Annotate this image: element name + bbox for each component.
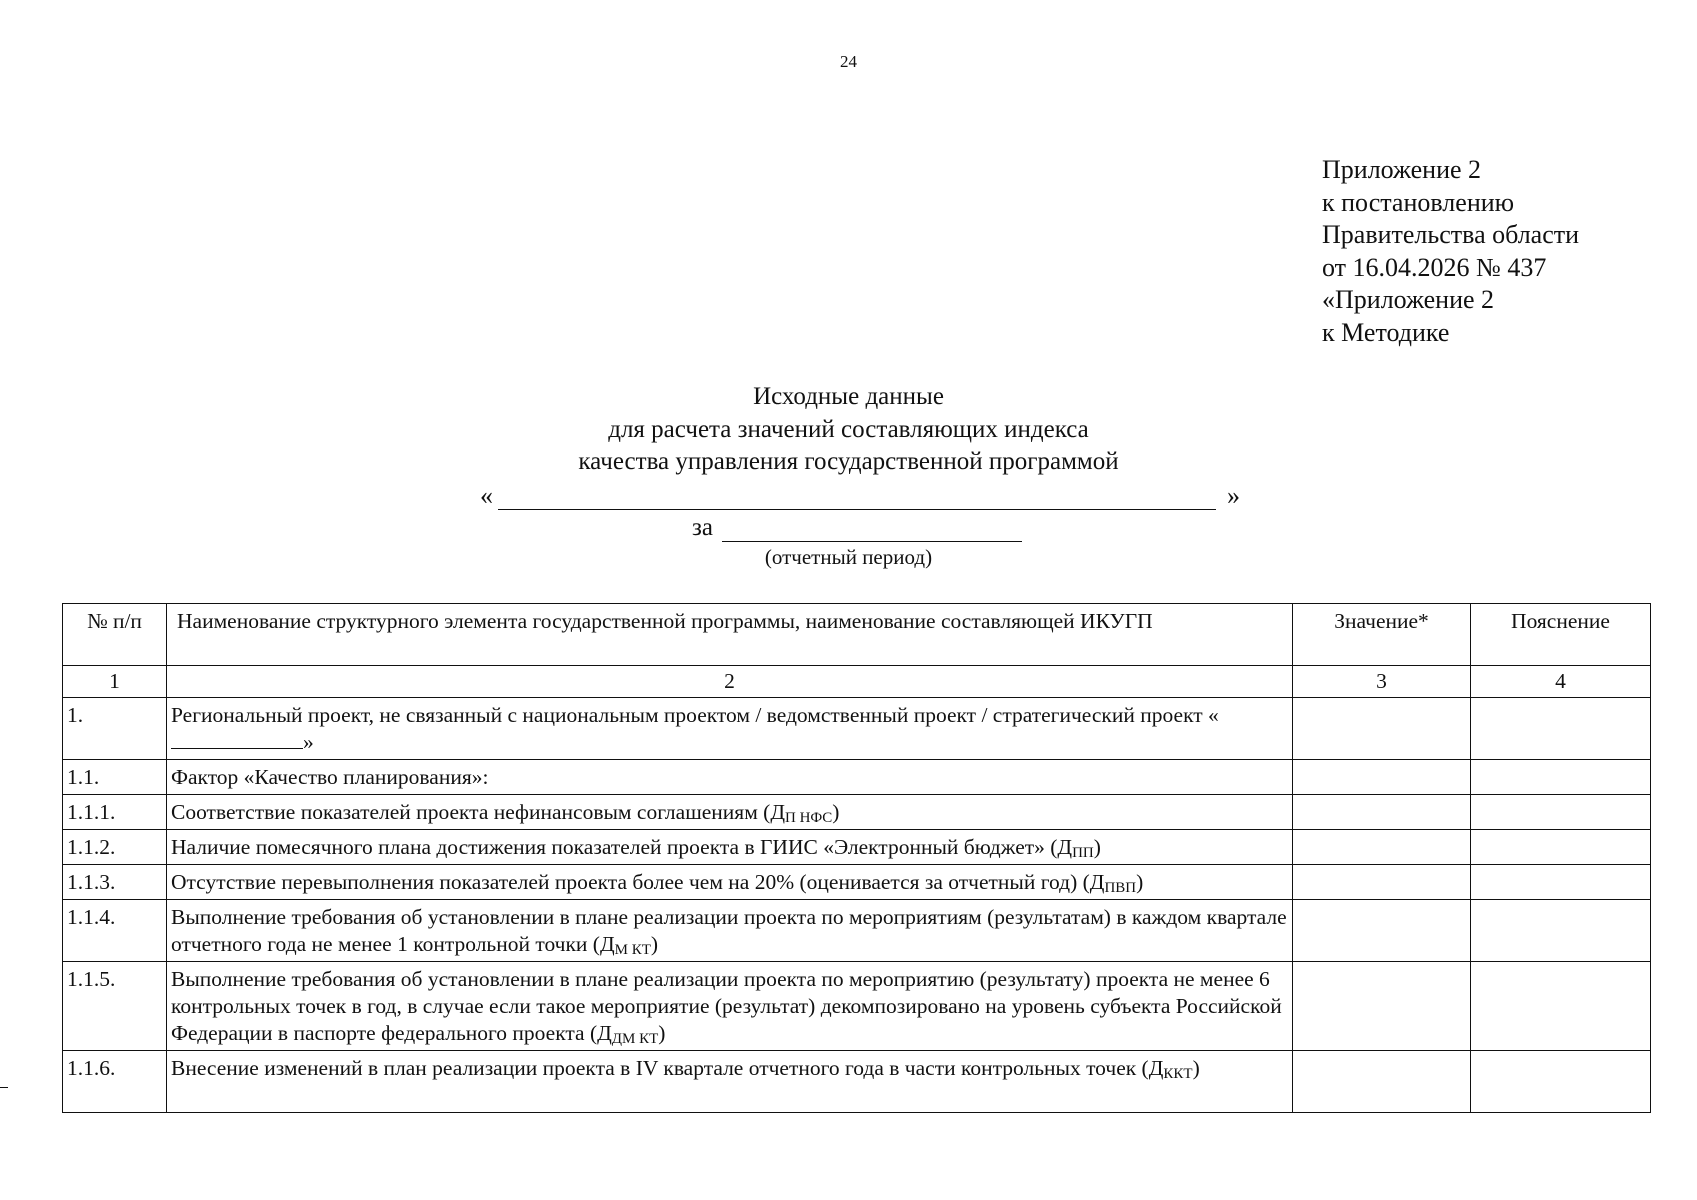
page-number: 24 [840,52,857,71]
appendix-line: Приложение 2 [1322,155,1482,184]
table-row [63,865,1651,900]
table-row [63,760,1651,795]
row-text-part: Внесение изменений в план реализации проекта в IV квартале отчетного года в части контрольных точек (Д [171,1056,1164,1080]
program-name-blank [480,481,1240,513]
row-num: 1.1. [63,760,167,795]
indicator-subscript: П НФС [785,810,833,826]
row-num: 1.1.3. [63,865,167,900]
row-text-part: Выполнение требования об установлении в плане реализации проекта по мероприятиям (результатам) в каждом квартале отчетного года не менее 1 контрольной точки (Д [171,905,1287,956]
quote-open: « [480,481,493,510]
row-num: 1.1.4. [63,900,167,962]
appendix-line: от 16.04.2026 № 437 [1322,252,1547,282]
value-cell[interactable] [1293,830,1471,865]
table-row [63,795,1651,830]
row-text [167,865,1293,900]
row-text-part: ) [1093,835,1101,859]
value-cell[interactable] [1293,865,1471,900]
row-text-part: ) [658,1021,666,1045]
value-cell[interactable] [1293,962,1471,1051]
row-text-part: » [303,730,314,754]
period-underline [722,541,1022,542]
document-title [0,381,1697,479]
row-num: 1. [63,698,167,760]
column-number: 3 [1293,666,1471,698]
value-cell[interactable] [1293,1051,1471,1113]
indicator-subscript: ПВП [1104,880,1137,896]
appendix-line: к Методике [1322,317,1450,347]
za-label: за [692,514,713,541]
header-name: Наименование структурного элемента государственной программы, наименование составляющей ИКУГП [167,604,1293,666]
row-num: 1.1.1. [63,795,167,830]
note-cell[interactable] [1471,698,1651,760]
header-note: Пояснение [1471,604,1651,666]
column-number: 4 [1471,666,1651,698]
row-text-part: ) [832,800,840,824]
appendix-line: Правительства области [1322,220,1580,249]
indicator-subscript: ПП [1072,845,1094,861]
row-text-part: ) [650,932,659,956]
row-text-part: Выполнение требования об установлении в плане реализации проекта по мероприятию (результату) проекта не менее 6 контрольных точек в год, в случае если такое мероприятие (результат) декомпозировано на уровень субъекта Российской Федерации в паспорте федерального проекта (Д [171,967,1282,1045]
row-num: 1.1.2. [63,830,167,865]
note-cell[interactable] [1471,900,1651,962]
row-num: 1.1.5. [63,962,167,1051]
appendix-line: к постановлению [1322,187,1515,217]
title-line: качества управления государственной программой [578,448,1119,475]
indicator-subscript: М КТ [614,942,651,958]
note-cell[interactable] [1471,962,1651,1051]
table-row [63,1051,1651,1113]
header-value: Значение* [1293,604,1471,666]
row-text [167,698,1293,760]
title-line: для расчета значений составляющих индекса [608,415,1089,443]
note-cell[interactable] [1471,865,1651,900]
row-text [167,830,1293,865]
row-text-part: Отсутствие перевыполнения показателей проекта более чем на 20% (оценивается за отчетный год) (Д [171,870,1105,894]
note-cell[interactable] [1471,795,1651,830]
period-caption: (отчетный период) [764,545,933,569]
quote-close: » [1227,481,1240,510]
row-text-part: ) [1136,870,1144,894]
appendix-reference [1322,154,1579,349]
row-text [167,900,1293,962]
table-row [63,830,1651,865]
header-num: № п/п [63,604,167,666]
row-num: 1.1.6. [63,1051,167,1113]
column-number-row [63,666,1651,698]
column-number: 2 [167,666,1293,698]
value-cell[interactable] [1293,900,1471,962]
row-text [167,795,1293,830]
note-cell[interactable] [1471,760,1651,795]
row-text-part: ) [1192,1056,1200,1080]
program-name-underline [498,509,1216,510]
note-cell[interactable] [1471,1051,1651,1113]
row-text-part: Наличие помесячного плана достижения показателей проекта в ГИИС «Электронный бюджет» (Д [171,835,1073,859]
indicator-subscript: ДМ КТ [611,1031,659,1047]
row-text: Фактор «Качество планирования»: [167,760,1293,795]
source-data-table [62,603,1651,1113]
appendix-line: «Приложение 2 [1322,285,1495,314]
value-cell[interactable] [1293,795,1471,830]
value-cell[interactable] [1293,698,1471,760]
title-line: Исходные данные [753,383,944,410]
row-text-part: Соответствие показателей проекта нефинансовым соглашениям (Д [171,800,785,824]
column-number: 1 [63,666,167,698]
row-text [167,1051,1293,1113]
table-header-row [63,604,1651,666]
project-name-blank [171,730,303,749]
value-cell[interactable] [1293,760,1471,795]
reporting-period-blank [692,514,1022,546]
table-row [63,698,1651,760]
row-text [167,962,1293,1051]
note-cell[interactable] [1471,830,1651,865]
indicator-subscript: ККТ [1163,1066,1193,1082]
table-row [63,900,1651,962]
margin-mark [0,1087,8,1088]
row-text-part: Региональный проект, не связанный с национальным проектом / ведомственный проект / стратегический проект « [171,703,1219,727]
table-row [63,962,1651,1051]
